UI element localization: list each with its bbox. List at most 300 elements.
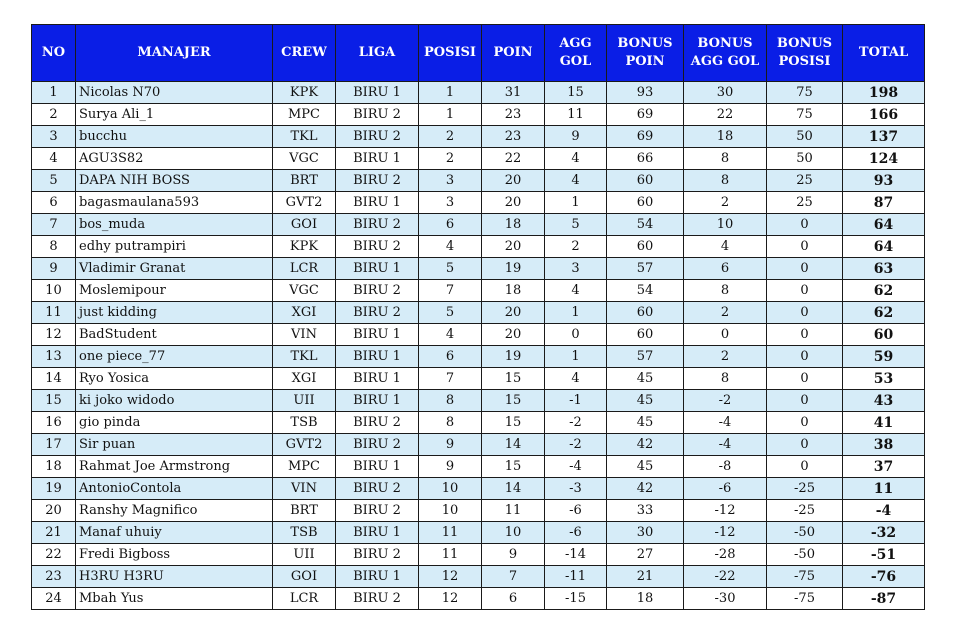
cell-posisi: 10 (419, 500, 482, 522)
cell-agg-gol: 2 (545, 236, 607, 258)
cell-crew: VIN (273, 478, 336, 500)
cell-liga: BIRU 2 (336, 214, 419, 236)
header-row (32, 25, 925, 82)
cell-bonus-agg-gol: -28 (684, 544, 767, 566)
cell-crew: TSB (273, 412, 336, 434)
cell-bonus-posisi: 75 (767, 104, 843, 126)
cell-bonus-agg-gol: 0 (684, 324, 767, 346)
cell-agg-gol: -15 (545, 588, 607, 610)
cell-poin: 15 (482, 368, 545, 390)
cell-bonus-poin: 60 (607, 236, 684, 258)
cell-bonus-poin: 69 (607, 126, 684, 148)
cell-bonus-poin: 42 (607, 434, 684, 456)
cell-bonus-posisi: 0 (767, 412, 843, 434)
cell-posisi: 4 (419, 324, 482, 346)
cell-poin: 20 (482, 170, 545, 192)
cell-bonus-posisi: -75 (767, 588, 843, 610)
cell-total: 62 (843, 302, 925, 324)
cell-poin: 15 (482, 390, 545, 412)
cell-bonus-posisi: 0 (767, 456, 843, 478)
cell-poin: 20 (482, 302, 545, 324)
cell-crew: MPC (273, 456, 336, 478)
cell-agg-gol: 15 (545, 82, 607, 104)
column-header-bonus-poin (607, 25, 684, 82)
cell-bonus-poin: 57 (607, 258, 684, 280)
cell-bonus-posisi: 0 (767, 258, 843, 280)
cell-agg-gol: 4 (545, 368, 607, 390)
cell-bonus-posisi: 0 (767, 214, 843, 236)
table-row (32, 368, 925, 390)
cell-bonus-poin: 45 (607, 368, 684, 390)
cell-bonus-poin: 42 (607, 478, 684, 500)
cell-liga: BIRU 2 (336, 588, 419, 610)
table-row (32, 390, 925, 412)
cell-manajer: AntonioContola (76, 478, 273, 500)
cell-posisi: 10 (419, 478, 482, 500)
cell-bonus-agg-gol: -4 (684, 434, 767, 456)
cell-crew: KPK (273, 82, 336, 104)
cell-posisi: 9 (419, 434, 482, 456)
cell-manajer: Ryo Yosica (76, 368, 273, 390)
cell-manajer: Vladimir Granat (76, 258, 273, 280)
cell-crew: MPC (273, 104, 336, 126)
cell-posisi: 6 (419, 214, 482, 236)
column-header-line2: POIN (625, 54, 665, 69)
cell-manajer: bos_muda (76, 214, 273, 236)
cell-agg-gol: -2 (545, 434, 607, 456)
cell-crew: LCR (273, 588, 336, 610)
column-header-bonus-agg-gol (684, 25, 767, 82)
table-body (32, 82, 925, 610)
cell-posisi: 7 (419, 280, 482, 302)
cell-crew: UII (273, 390, 336, 412)
column-header-line1: BONUS (697, 36, 753, 51)
column-header-agg-gol (545, 25, 607, 82)
table-row (32, 544, 925, 566)
cell-crew: VGC (273, 148, 336, 170)
standings-table (31, 24, 925, 610)
cell-manajer: Ranshy Magnifico (76, 500, 273, 522)
cell-total: 11 (843, 478, 925, 500)
table-row (32, 500, 925, 522)
cell-bonus-posisi: 50 (767, 126, 843, 148)
cell-poin: 20 (482, 192, 545, 214)
cell-agg-gol: -2 (545, 412, 607, 434)
column-header-line1: TOTAL (858, 45, 909, 60)
cell-bonus-agg-gol: 18 (684, 126, 767, 148)
cell-manajer: just kidding (76, 302, 273, 324)
cell-poin: 23 (482, 126, 545, 148)
column-header-line1: POSISI (423, 45, 477, 60)
cell-liga: BIRU 2 (336, 236, 419, 258)
cell-bonus-poin: 33 (607, 500, 684, 522)
table-row (32, 434, 925, 456)
cell-manajer: gio pinda (76, 412, 273, 434)
cell-bonus-poin: 60 (607, 170, 684, 192)
cell-poin: 7 (482, 566, 545, 588)
cell-agg-gol: 1 (545, 192, 607, 214)
table-row (32, 302, 925, 324)
cell-no: 4 (32, 148, 76, 170)
cell-agg-gol: 4 (545, 280, 607, 302)
cell-bonus-posisi: 0 (767, 368, 843, 390)
cell-poin: 6 (482, 588, 545, 610)
cell-no: 16 (32, 412, 76, 434)
table-row (32, 412, 925, 434)
cell-no: 22 (32, 544, 76, 566)
table-row (32, 280, 925, 302)
cell-bonus-agg-gol: -30 (684, 588, 767, 610)
cell-total: 38 (843, 434, 925, 456)
cell-crew: TKL (273, 346, 336, 368)
cell-total: 53 (843, 368, 925, 390)
table-row (32, 522, 925, 544)
cell-bonus-poin: 60 (607, 192, 684, 214)
cell-no: 3 (32, 126, 76, 148)
cell-agg-gol: -4 (545, 456, 607, 478)
cell-liga: BIRU 1 (336, 522, 419, 544)
column-header-line1: BONUS (617, 36, 673, 51)
cell-bonus-posisi: -75 (767, 566, 843, 588)
cell-bonus-posisi: 0 (767, 302, 843, 324)
cell-total: 198 (843, 82, 925, 104)
cell-liga: BIRU 2 (336, 126, 419, 148)
column-header-line1: MANAJER (137, 45, 211, 60)
cell-poin: 18 (482, 280, 545, 302)
cell-bonus-posisi: 25 (767, 192, 843, 214)
cell-crew: KPK (273, 236, 336, 258)
cell-no: 17 (32, 434, 76, 456)
cell-crew: BRT (273, 170, 336, 192)
cell-liga: BIRU 2 (336, 500, 419, 522)
cell-poin: 31 (482, 82, 545, 104)
cell-liga: BIRU 2 (336, 434, 419, 456)
cell-manajer: Moslemipour (76, 280, 273, 302)
column-header-crew (273, 25, 336, 82)
column-header-poin (482, 25, 545, 82)
cell-bonus-poin: 21 (607, 566, 684, 588)
cell-manajer: Mbah Yus (76, 588, 273, 610)
table-row (32, 170, 925, 192)
cell-no: 5 (32, 170, 76, 192)
cell-total: 64 (843, 236, 925, 258)
cell-liga: BIRU 1 (336, 390, 419, 412)
cell-bonus-agg-gol: -2 (684, 390, 767, 412)
cell-posisi: 11 (419, 544, 482, 566)
table-row (32, 126, 925, 148)
cell-liga: BIRU 1 (336, 346, 419, 368)
table-row (32, 82, 925, 104)
cell-bonus-agg-gol: -6 (684, 478, 767, 500)
cell-bonus-agg-gol: 22 (684, 104, 767, 126)
cell-bonus-posisi: 25 (767, 170, 843, 192)
cell-bonus-posisi: -50 (767, 544, 843, 566)
table-row (32, 588, 925, 610)
cell-bonus-agg-gol: 8 (684, 170, 767, 192)
cell-crew: TKL (273, 126, 336, 148)
cell-no: 15 (32, 390, 76, 412)
cell-agg-gol: -1 (545, 390, 607, 412)
table-row (32, 324, 925, 346)
cell-bonus-poin: 27 (607, 544, 684, 566)
cell-poin: 20 (482, 324, 545, 346)
cell-agg-gol: -11 (545, 566, 607, 588)
cell-bonus-posisi: 0 (767, 390, 843, 412)
cell-bonus-agg-gol: -8 (684, 456, 767, 478)
cell-posisi: 9 (419, 456, 482, 478)
cell-posisi: 4 (419, 236, 482, 258)
cell-agg-gol: 1 (545, 346, 607, 368)
cell-manajer: ki joko widodo (76, 390, 273, 412)
table-row (32, 104, 925, 126)
cell-no: 14 (32, 368, 76, 390)
cell-posisi: 3 (419, 170, 482, 192)
cell-manajer: one piece_77 (76, 346, 273, 368)
cell-no: 10 (32, 280, 76, 302)
cell-no: 9 (32, 258, 76, 280)
table-row (32, 258, 925, 280)
cell-posisi: 1 (419, 104, 482, 126)
cell-poin: 19 (482, 258, 545, 280)
column-header-line1: BONUS (776, 36, 833, 51)
cell-crew: GVT2 (273, 434, 336, 456)
cell-bonus-posisi: 0 (767, 346, 843, 368)
cell-bonus-posisi: -25 (767, 500, 843, 522)
cell-liga: BIRU 1 (336, 82, 419, 104)
cell-total: 124 (843, 148, 925, 170)
cell-manajer: Manaf uhuiy (76, 522, 273, 544)
cell-crew: GOI (273, 214, 336, 236)
cell-posisi: 6 (419, 346, 482, 368)
cell-total: -51 (843, 544, 925, 566)
cell-manajer: bucchu (76, 126, 273, 148)
cell-no: 20 (32, 500, 76, 522)
cell-liga: BIRU 1 (336, 148, 419, 170)
cell-bonus-poin: 18 (607, 588, 684, 610)
cell-bonus-poin: 45 (607, 412, 684, 434)
cell-crew: XGI (273, 302, 336, 324)
cell-no: 24 (32, 588, 76, 610)
column-header-line2: AGG GOL (690, 54, 760, 69)
cell-no: 11 (32, 302, 76, 324)
cell-liga: BIRU 2 (336, 170, 419, 192)
column-header-total (843, 25, 925, 82)
cell-posisi: 12 (419, 588, 482, 610)
cell-no: 1 (32, 82, 76, 104)
cell-agg-gol: -6 (545, 500, 607, 522)
cell-total: 43 (843, 390, 925, 412)
cell-liga: BIRU 2 (336, 302, 419, 324)
cell-total: 166 (843, 104, 925, 126)
cell-bonus-posisi: -25 (767, 478, 843, 500)
cell-total: -4 (843, 500, 925, 522)
cell-posisi: 7 (419, 368, 482, 390)
column-header-line1: LIGA (358, 45, 396, 60)
cell-poin: 14 (482, 478, 545, 500)
cell-poin: 11 (482, 500, 545, 522)
cell-manajer: bagasmaulana593 (76, 192, 273, 214)
cell-no: 21 (32, 522, 76, 544)
cell-bonus-agg-gol: -4 (684, 412, 767, 434)
cell-bonus-posisi: 0 (767, 280, 843, 302)
cell-posisi: 8 (419, 390, 482, 412)
cell-bonus-agg-gol: 2 (684, 302, 767, 324)
cell-no: 8 (32, 236, 76, 258)
cell-crew: XGI (273, 368, 336, 390)
cell-agg-gol: 4 (545, 148, 607, 170)
cell-total: 87 (843, 192, 925, 214)
cell-bonus-posisi: 0 (767, 324, 843, 346)
cell-total: -76 (843, 566, 925, 588)
cell-manajer: Rahmat Joe Armstrong (76, 456, 273, 478)
cell-bonus-poin: 57 (607, 346, 684, 368)
cell-total: -87 (843, 588, 925, 610)
table-row (32, 192, 925, 214)
cell-bonus-posisi: 0 (767, 434, 843, 456)
cell-bonus-agg-gol: 8 (684, 148, 767, 170)
cell-bonus-posisi: -50 (767, 522, 843, 544)
table-row (32, 236, 925, 258)
column-header-line2: POSISI (778, 54, 831, 69)
table-row (32, 148, 925, 170)
cell-bonus-poin: 45 (607, 390, 684, 412)
cell-manajer: H3RU H3RU (76, 566, 273, 588)
cell-bonus-agg-gol: 4 (684, 236, 767, 258)
cell-total: 41 (843, 412, 925, 434)
cell-manajer: Surya Ali_1 (76, 104, 273, 126)
column-header-line1: NO (41, 45, 66, 60)
cell-no: 12 (32, 324, 76, 346)
cell-bonus-poin: 60 (607, 302, 684, 324)
cell-agg-gol: 1 (545, 302, 607, 324)
table-header (32, 25, 925, 82)
cell-liga: BIRU 1 (336, 324, 419, 346)
column-header-line1: AGG (559, 36, 592, 51)
cell-manajer: Fredi Bigboss (76, 544, 273, 566)
cell-bonus-agg-gol: 2 (684, 192, 767, 214)
cell-liga: BIRU 2 (336, 412, 419, 434)
cell-bonus-poin: 60 (607, 324, 684, 346)
column-header-no (32, 25, 76, 82)
column-header-line2: GOL (559, 54, 592, 69)
cell-crew: LCR (273, 258, 336, 280)
cell-total: 59 (843, 346, 925, 368)
cell-no: 6 (32, 192, 76, 214)
cell-agg-gol: -14 (545, 544, 607, 566)
column-header-manajer (76, 25, 273, 82)
cell-total: 37 (843, 456, 925, 478)
cell-liga: BIRU 2 (336, 544, 419, 566)
cell-agg-gol: 4 (545, 170, 607, 192)
cell-agg-gol: 0 (545, 324, 607, 346)
cell-bonus-poin: 30 (607, 522, 684, 544)
cell-bonus-posisi: 0 (767, 236, 843, 258)
cell-no: 2 (32, 104, 76, 126)
cell-liga: BIRU 2 (336, 280, 419, 302)
cell-posisi: 11 (419, 522, 482, 544)
table-row (32, 456, 925, 478)
cell-poin: 22 (482, 148, 545, 170)
cell-posisi: 8 (419, 412, 482, 434)
cell-liga: BIRU 1 (336, 456, 419, 478)
cell-manajer: DAPA NIH BOSS (76, 170, 273, 192)
cell-posisi: 1 (419, 82, 482, 104)
column-header-liga (336, 25, 419, 82)
cell-posisi: 2 (419, 126, 482, 148)
cell-total: 60 (843, 324, 925, 346)
table-row (32, 214, 925, 236)
cell-liga: BIRU 2 (336, 478, 419, 500)
cell-agg-gol: 11 (545, 104, 607, 126)
cell-poin: 18 (482, 214, 545, 236)
cell-bonus-poin: 66 (607, 148, 684, 170)
cell-crew: UII (273, 544, 336, 566)
cell-bonus-agg-gol: -12 (684, 522, 767, 544)
cell-agg-gol: 9 (545, 126, 607, 148)
cell-no: 18 (32, 456, 76, 478)
cell-posisi: 2 (419, 148, 482, 170)
table-row (32, 566, 925, 588)
cell-posisi: 5 (419, 302, 482, 324)
cell-bonus-agg-gol: 6 (684, 258, 767, 280)
cell-poin: 15 (482, 412, 545, 434)
cell-crew: TSB (273, 522, 336, 544)
cell-bonus-posisi: 50 (767, 148, 843, 170)
cell-agg-gol: -3 (545, 478, 607, 500)
cell-bonus-agg-gol: 2 (684, 346, 767, 368)
cell-liga: BIRU 1 (336, 192, 419, 214)
cell-bonus-poin: 93 (607, 82, 684, 104)
cell-poin: 20 (482, 236, 545, 258)
cell-manajer: Nicolas N70 (76, 82, 273, 104)
cell-bonus-agg-gol: 30 (684, 82, 767, 104)
cell-manajer: AGU3S82 (76, 148, 273, 170)
cell-liga: BIRU 1 (336, 368, 419, 390)
cell-total: 93 (843, 170, 925, 192)
cell-total: 62 (843, 280, 925, 302)
cell-poin: 9 (482, 544, 545, 566)
cell-posisi: 5 (419, 258, 482, 280)
cell-total: -32 (843, 522, 925, 544)
cell-liga: BIRU 1 (336, 258, 419, 280)
cell-bonus-poin: 69 (607, 104, 684, 126)
cell-agg-gol: 5 (545, 214, 607, 236)
cell-no: 7 (32, 214, 76, 236)
cell-bonus-agg-gol: 8 (684, 368, 767, 390)
cell-crew: VIN (273, 324, 336, 346)
cell-bonus-agg-gol: -12 (684, 500, 767, 522)
cell-agg-gol: -6 (545, 522, 607, 544)
cell-manajer: Sir puan (76, 434, 273, 456)
cell-bonus-poin: 45 (607, 456, 684, 478)
cell-manajer: BadStudent (76, 324, 273, 346)
column-header-posisi (419, 25, 482, 82)
cell-bonus-posisi: 75 (767, 82, 843, 104)
cell-total: 63 (843, 258, 925, 280)
cell-poin: 14 (482, 434, 545, 456)
cell-total: 64 (843, 214, 925, 236)
cell-bonus-agg-gol: -22 (684, 566, 767, 588)
cell-no: 23 (32, 566, 76, 588)
cell-liga: BIRU 1 (336, 566, 419, 588)
cell-no: 19 (32, 478, 76, 500)
cell-manajer: edhy putrampiri (76, 236, 273, 258)
cell-bonus-agg-gol: 8 (684, 280, 767, 302)
cell-total: 137 (843, 126, 925, 148)
column-header-bonus-posisi (767, 25, 843, 82)
cell-crew: VGC (273, 280, 336, 302)
column-header-line1: CREW (281, 45, 327, 60)
